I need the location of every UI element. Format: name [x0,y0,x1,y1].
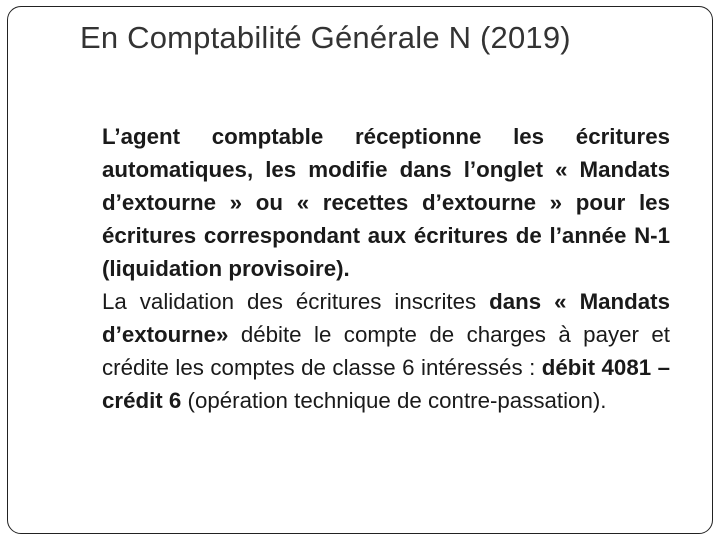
paragraph-2-emphasis-mandats: dans « Mandats d’extourne» [102,289,671,347]
paragraph-2-emphasis-debit-credit: débit 4081 – crédit 6 [102,355,671,413]
bullet-paragraph-1 [80,120,670,285]
paragraph-2-text-b: débite le compte de charges à payer et crédite les comptes de classe 6 intéressés : [102,322,670,380]
bullet-paragraph-2 [80,285,670,417]
paragraph-1-text: L’agent comptable réceptionne les écritures automatiques, les modifie dans l’onglet « Mandats d’extourne » ou « recettes d’extourne » pour les écritures correspondant aux écritures de l’année N-1 (liquidation provisoire). [102,124,670,281]
slide-title: En Comptabilité Générale N (2019) [80,20,571,55]
paragraph-2-text-a: La validation des écritures inscrites [102,289,490,314]
paragraph-2-text-c: (opération technique de contre-passation). [181,388,607,413]
slide-body [80,120,670,417]
